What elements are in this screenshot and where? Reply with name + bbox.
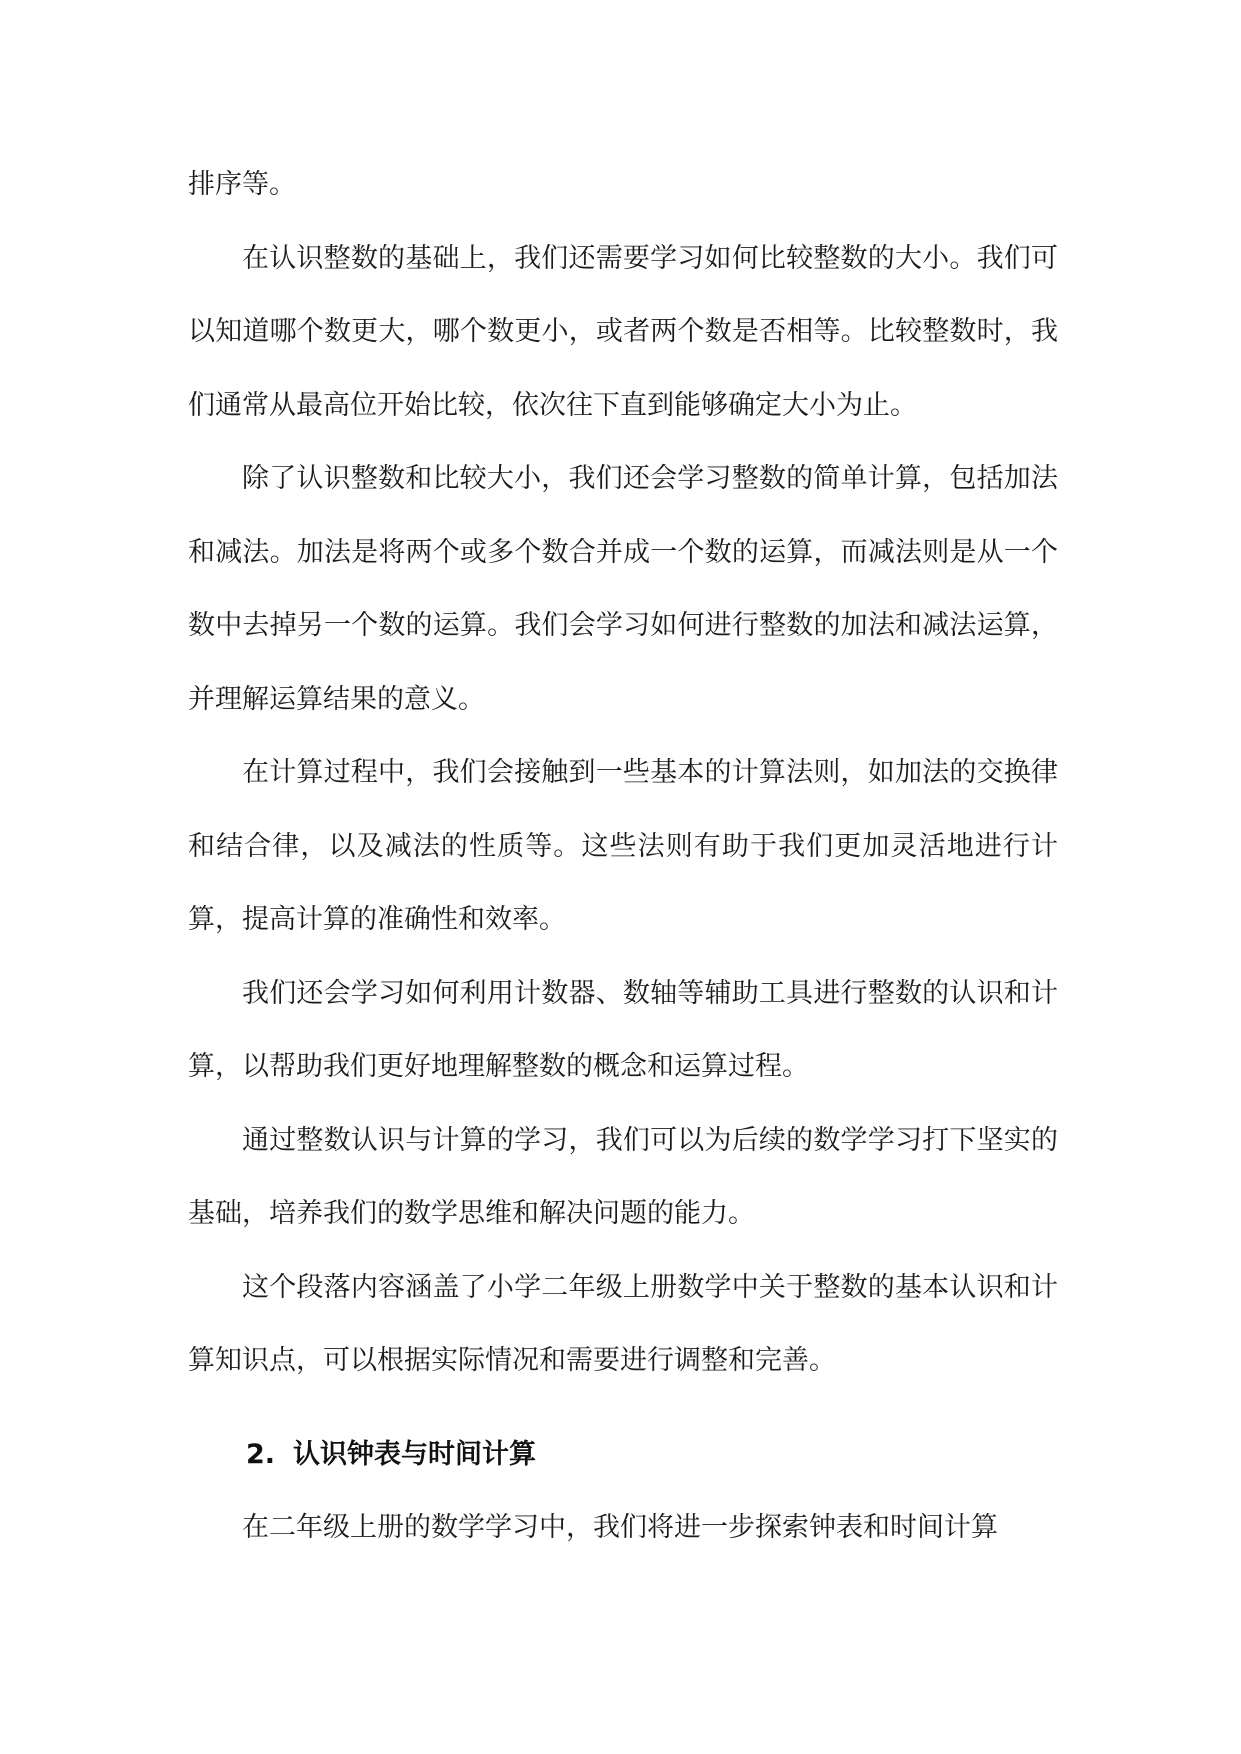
paragraph: 除了认识整数和比较大小，我们还会学习整数的简单计算，包括加法和减法。加法是将两个或多个数合并成一个数的运算，而减法则是从一个数中去掉另一个数的运算。我们会学习如何进行整数的加法和减法运算，并理解运算结果的意义。 (188, 463, 1058, 715)
paragraph: 我们还会学习如何利用计数器、数轴等辅助工具进行整数的认识和计算，以帮助我们更好地理解整数的概念和运算过程。 (188, 977, 1058, 1082)
paragraph: 这个段落内容涵盖了小学二年级上册数学中关于整数的基本认识和计算知识点，可以根据实际情况和需要进行调整和完善。 (188, 1271, 1058, 1376)
paragraph: 在认识整数的基础上，我们还需要学习如何比较整数的大小。我们可以知道哪个数更大，哪个数更小，或者两个数是否相等。比较整数时，我们通常从最高位开始比较，依次往下直到能够确定大小为止。 (188, 242, 1058, 421)
section-number: 2. (246, 1438, 276, 1470)
paragraph-continuation: 排序等。 (188, 169, 296, 200)
section-heading (188, 1418, 1058, 1492)
paragraph: 在二年级上册的数学学习中，我们将进一步探索钟表和时间计算 (242, 1512, 998, 1543)
section-title: 认识钟表与时间计算 (293, 1438, 537, 1470)
paragraph: 在计算过程中，我们会接触到一些基本的计算法则，如加法的交换律和结合律，以及减法的性质等。这些法则有助于我们更加灵活地进行计算，提高计算的准确性和效率。 (188, 757, 1058, 935)
paragraph: 通过整数认识与计算的学习，我们可以为后续的数学学习打下坚实的基础，培养我们的数学思维和解决问题的能力。 (188, 1124, 1058, 1229)
document-body (188, 148, 1058, 1565)
